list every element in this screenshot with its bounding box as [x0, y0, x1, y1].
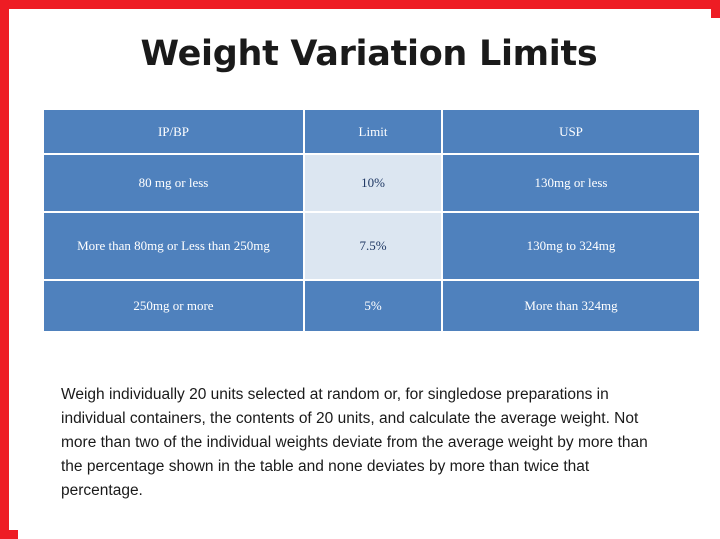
cell-usp: 130mg or less [443, 155, 699, 211]
cell-limit: 5% [305, 281, 441, 331]
cell-usp: 130mg to 324mg [443, 213, 699, 279]
slide-content [18, 18, 720, 539]
cell-ipbp: 250mg or more [44, 281, 303, 331]
cell-ipbp: More than 80mg or Less than 250mg [44, 213, 303, 279]
weight-variation-table [42, 108, 701, 333]
column-header-limit: Limit [305, 110, 441, 153]
table-row [44, 281, 699, 331]
column-header-usp: USP [443, 110, 699, 153]
cell-limit: 10% [305, 155, 441, 211]
table-header-row [44, 110, 699, 153]
body-paragraph: Weigh individually 20 units selected at random or, for singledose preparations in individual containers, the contents of 20 units, and calculate the average weight. Not more than two of the individual weights deviate from the average weight by more than the percentage shown in the table and none deviates by more than twice that percentage. [61, 386, 648, 500]
table-row [44, 213, 699, 279]
table-row [44, 155, 699, 211]
column-header-ipbp: IP/BP [44, 110, 303, 153]
cell-usp: More than 324mg [443, 281, 699, 331]
cell-limit: 7.5% [305, 213, 441, 279]
page-title: Weight Variation Limits [140, 34, 598, 74]
cell-ipbp: 80 mg or less [44, 155, 303, 211]
